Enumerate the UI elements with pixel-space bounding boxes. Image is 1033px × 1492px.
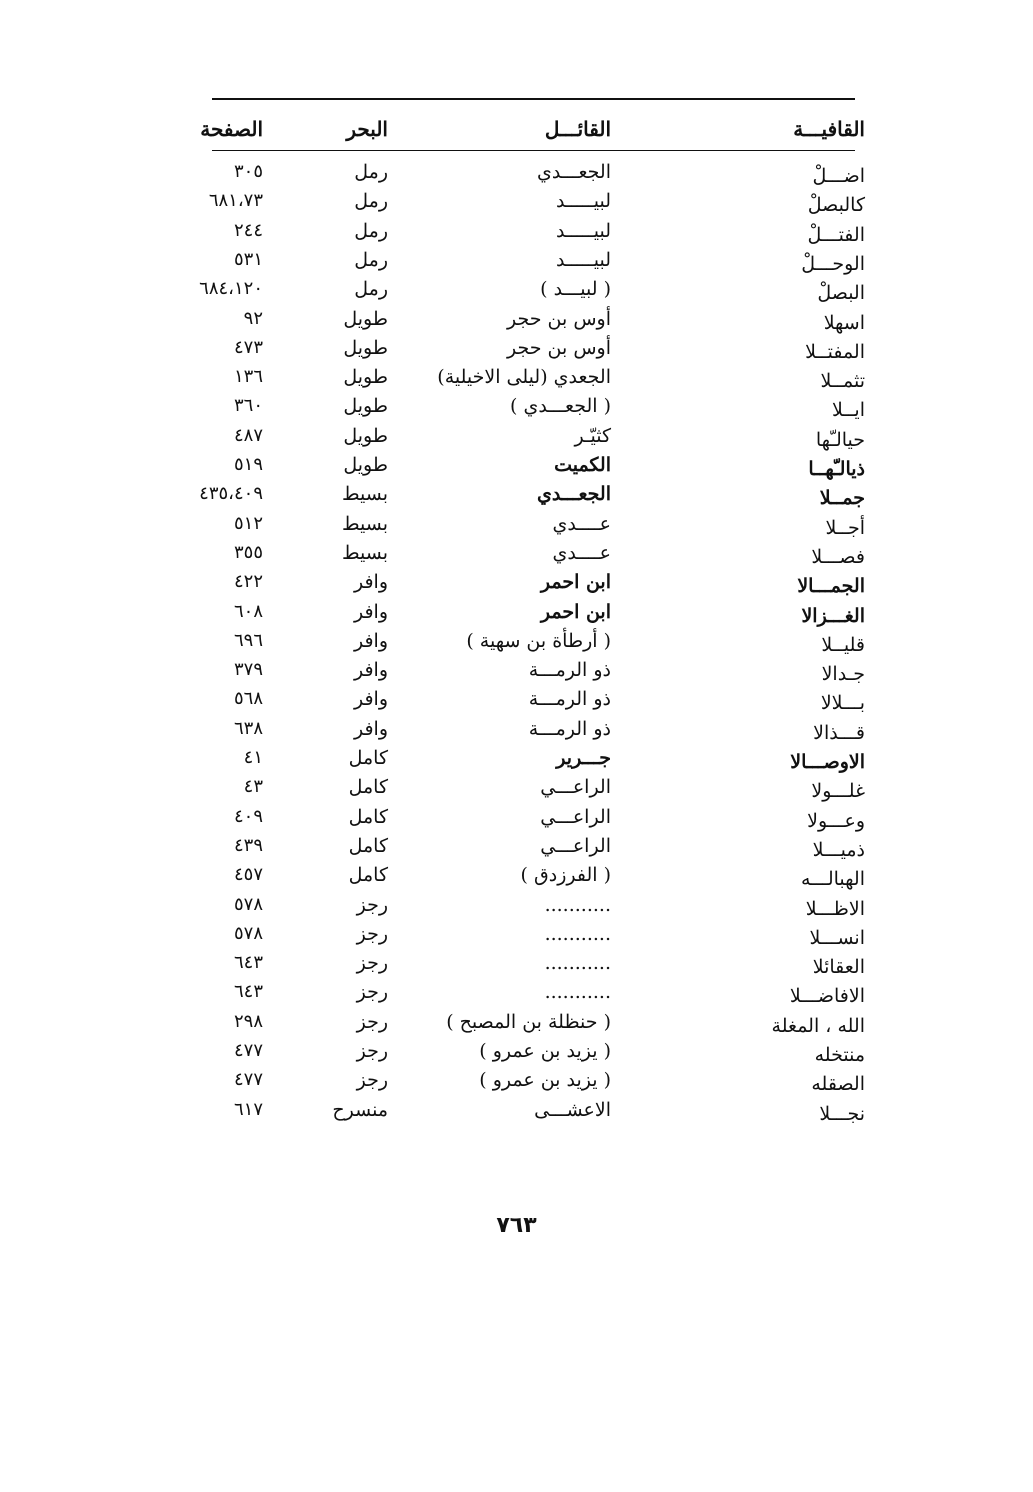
meter-cell: رجز — [356, 923, 388, 945]
page-ref-cell: ٦٤٣ — [233, 981, 263, 1002]
page-number: ٧٦٣ — [496, 1213, 537, 1238]
page-ref-cell: ٢٤٤ — [233, 220, 263, 241]
poet-cell: ابن احمر — [540, 571, 611, 593]
page-ref-cell: ٤٠٩ — [233, 806, 263, 827]
poet-cell: عــــدي — [552, 513, 611, 535]
poet-cell: أوس بن حجر — [507, 337, 611, 359]
page-ref-cell: ٣٧٩ — [233, 659, 263, 680]
poet-cell: ذو الرمـــة — [528, 688, 611, 710]
page-ref-cell: ٥١٩ — [233, 454, 263, 475]
rhyme-cell: العقائلا — [812, 956, 865, 978]
page-ref-cell: ٤١ — [243, 747, 263, 768]
poet-cell: ذو الرمـــة — [528, 718, 611, 740]
poet-cell: الجعـــدي — [536, 161, 611, 183]
poet-cell: ابن احمر — [540, 601, 611, 623]
page-ref-cell: ٤٧٧ — [233, 1069, 263, 1090]
header-page: الصفحة — [200, 117, 263, 141]
meter-cell: رجز — [356, 952, 388, 974]
page-ref-cell: ٥٧٨ — [233, 894, 263, 915]
meter-cell: رجز — [356, 894, 388, 916]
page-ref-cell: ٩٢ — [243, 308, 263, 329]
meter-cell: وافر — [353, 630, 388, 652]
rhyme-cell: قـــذالا — [813, 722, 865, 744]
poet-cell: الجعـــدي — [536, 483, 611, 505]
rhyme-cell: الاوصـــالا — [790, 751, 865, 773]
rhyme-cell: منتخله — [814, 1044, 865, 1066]
page-ref-cell: ٦٤٣ — [233, 952, 263, 973]
poet-cell: كثيّـر — [574, 425, 611, 447]
page-ref-cell: ٣٠٥ — [233, 161, 263, 182]
poet-cell: ( يزيد بن عمرو ) — [479, 1069, 611, 1091]
poet-cell: لبيـــــد — [555, 220, 611, 242]
meter-cell: كامل — [348, 747, 388, 769]
page-ref-cell: ٦٨١،٧٣ — [208, 190, 263, 211]
page-ref-cell: ٥٦٨ — [233, 688, 263, 709]
page-ref-cell: ٦٣٨ — [233, 718, 263, 739]
poet-cell: جـــرير — [556, 747, 611, 769]
meter-cell: كامل — [348, 864, 388, 886]
meter-cell: طويل — [343, 308, 388, 330]
meter-cell: رجز — [356, 1040, 388, 1062]
poet-cell: ( لبيـــد ) — [540, 278, 611, 300]
page-ref-cell: ٤٧٣ — [233, 337, 263, 358]
page-ref-cell: ٥٣١ — [233, 249, 263, 270]
rhyme-cell: الهبالـــه — [800, 868, 865, 890]
rhyme-cell: الوحـــلْ — [801, 253, 865, 275]
rhyme-cell: تثمــلا — [820, 370, 865, 392]
page-ref-cell: ٦٩٦ — [233, 630, 263, 651]
poet-cell: ........... — [544, 981, 611, 1003]
poet-cell: ( حنظلة بن المصبح ) — [446, 1011, 611, 1033]
rhyme-cell: اسهلا — [823, 312, 865, 334]
meter-cell: بسيط — [341, 542, 388, 564]
rhyme-cell: الله ، المغلة — [771, 1015, 865, 1037]
poet-cell: الراعـــي — [540, 776, 611, 798]
page-ref-cell: ٤٣ — [243, 776, 263, 797]
meter-cell: كامل — [348, 835, 388, 857]
header-rhyme: القافيـــة — [793, 117, 865, 141]
page-ref-cell: ٥٧٨ — [233, 923, 263, 944]
rhyme-cell: كالبصلْ — [807, 194, 865, 216]
rhyme-cell: ذميـــلا — [812, 839, 865, 861]
rhyme-cell: انســـلا — [809, 927, 865, 949]
rhyme-cell: الغـــزالا — [801, 605, 865, 627]
poet-cell: لبيـــــد — [555, 249, 611, 271]
page-ref-cell: ٥١٢ — [233, 513, 263, 534]
rhyme-cell: الاظـــلا — [805, 898, 865, 920]
rhyme-cell: بـــلالا — [820, 692, 865, 714]
poet-cell: الراعـــي — [540, 806, 611, 828]
rhyme-cell: اضـــلْ — [812, 165, 865, 187]
meter-cell: وافر — [353, 571, 388, 593]
meter-cell: بسيط — [341, 513, 388, 535]
header-rule — [212, 150, 855, 151]
poet-cell: ........... — [544, 952, 611, 974]
meter-cell: بسيط — [341, 483, 388, 505]
rhyme-cell: قليــلا — [821, 634, 865, 656]
meter-cell: رمل — [354, 161, 388, 183]
page-ref-cell: ٤٨٧ — [233, 425, 263, 446]
poet-cell: الاعشـــى — [534, 1099, 611, 1121]
top-rule — [212, 98, 855, 100]
poet-cell: الكميت — [554, 454, 611, 476]
rhyme-cell: أجــلا — [825, 517, 865, 539]
page-ref-cell: ٤٣٥،٤٠٩ — [199, 483, 263, 504]
poet-cell: ( أرطأة بن سهية ) — [466, 630, 611, 652]
page-ref-cell: ١٣٦ — [233, 366, 263, 387]
page-ref-cell: ٤٣٩ — [233, 835, 263, 856]
meter-cell: رجز — [356, 981, 388, 1003]
page-ref-cell: ٦٠٨ — [233, 601, 263, 622]
rhyme-cell: فصـــلا — [811, 546, 865, 568]
meter-cell: كامل — [348, 776, 388, 798]
page-ref-cell: ٤٢٢ — [233, 571, 263, 592]
poet-cell: ........... — [544, 923, 611, 945]
rhyme-cell: ايــلا — [831, 399, 865, 421]
poet-cell: عــــدي — [552, 542, 611, 564]
meter-cell: رمل — [354, 249, 388, 271]
header-meter: البحر — [346, 117, 388, 141]
poet-cell: ( الجعـــدي ) — [510, 395, 611, 417]
page-ref-cell: ٢٩٨ — [233, 1011, 263, 1032]
rhyme-cell: المفتــلا — [805, 341, 865, 363]
meter-cell: رجز — [356, 1069, 388, 1091]
meter-cell: رجز — [356, 1011, 388, 1033]
poet-cell: أوس بن حجر — [507, 308, 611, 330]
rhyme-cell: الافاضـــلا — [789, 985, 865, 1007]
meter-cell: وافر — [353, 601, 388, 623]
rhyme-cell: حيالـّها — [815, 429, 865, 451]
meter-cell: رمل — [354, 278, 388, 300]
poet-cell: ( يزيد بن عمرو ) — [479, 1040, 611, 1062]
rhyme-cell: نجـــلا — [819, 1103, 865, 1125]
page-ref-cell: ٦١٧ — [233, 1099, 263, 1120]
meter-cell: كامل — [348, 806, 388, 828]
rhyme-cell: جـدالا — [821, 663, 865, 685]
poet-cell: الجعدي (ليلى الاخيلية) — [437, 366, 611, 388]
rhyme-cell: وعـــولا — [807, 810, 865, 832]
meter-cell: رمل — [354, 220, 388, 242]
meter-cell: رمل — [354, 190, 388, 212]
poet-cell: ذو الرمـــة — [528, 659, 611, 681]
meter-cell: طويل — [343, 395, 388, 417]
page-ref-cell: ٦٨٤،١٢٠ — [199, 278, 263, 299]
rhyme-cell: الفتـــلْ — [807, 224, 865, 246]
rhyme-cell: الجمـــالا — [797, 575, 865, 597]
meter-cell: وافر — [353, 659, 388, 681]
rhyme-cell: غلـــولا — [811, 780, 865, 802]
meter-cell: طويل — [343, 454, 388, 476]
poet-cell: ( الفرزدق ) — [520, 864, 611, 886]
page-ref-cell: ٣٦٠ — [233, 395, 263, 416]
rhyme-cell: الصقله — [811, 1073, 865, 1095]
meter-cell: منسرح — [332, 1099, 388, 1121]
meter-cell: وافر — [353, 718, 388, 740]
poet-cell: ........... — [544, 894, 611, 916]
rhyme-cell: جمــلا — [819, 487, 865, 509]
header-poet: القائـــل — [544, 117, 611, 141]
poet-cell: الراعـــي — [540, 835, 611, 857]
meter-cell: طويل — [343, 425, 388, 447]
meter-cell: طويل — [343, 366, 388, 388]
rhyme-cell: البصلْ — [817, 282, 865, 304]
page-ref-cell: ٤٧٧ — [233, 1040, 263, 1061]
poet-cell: لبيـــــد — [555, 190, 611, 212]
meter-cell: طويل — [343, 337, 388, 359]
rhyme-cell: ذيالـّهــا — [808, 458, 865, 480]
page-ref-cell: ٤٥٧ — [233, 864, 263, 885]
meter-cell: وافر — [353, 688, 388, 710]
page-ref-cell: ٣٥٥ — [233, 542, 263, 563]
